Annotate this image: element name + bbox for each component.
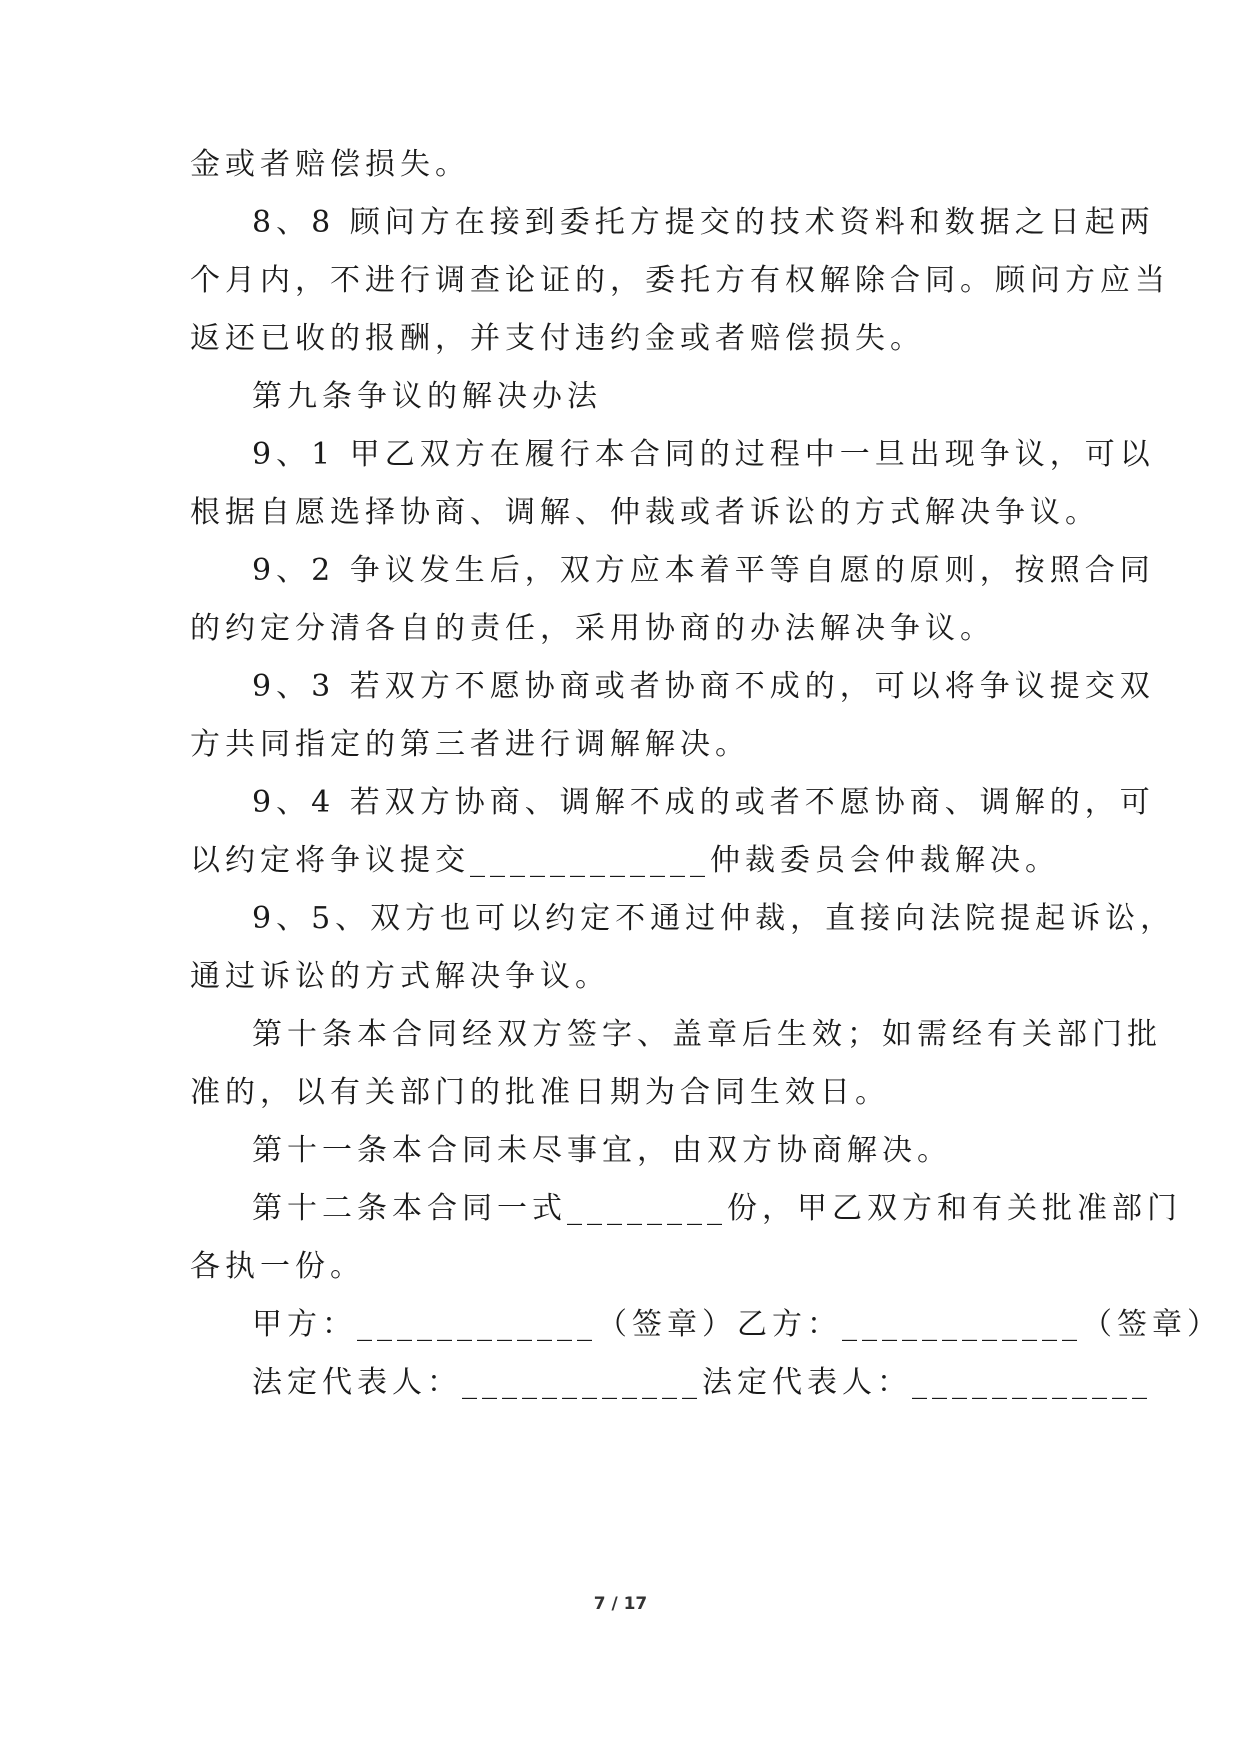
text-line-4: 返还已收的报酬，并支付违约金或者赔偿损失。 [190,321,925,356]
text-line-20: 各执一份。 [190,1249,365,1284]
text-line-11: 方共同指定的第三者进行调解解决。 [190,727,750,762]
text-line-8: 9、2 争议发生后，双方应本着平等自愿的原则，按照合同 [252,553,1155,588]
text-line-17: 准的，以有关部门的批准日期为合同生效日。 [190,1075,890,1110]
text-line-3: 个月内，不进行调查论证的，委托方有权解除合同。顾问方应当 [190,263,1170,298]
text-line-16: 第十条本合同经双方签字、盖章后生效；如需经有关部门批 [252,1017,1162,1052]
text-line-18: 第十一条本合同未尽事宜，由双方协商解决。 [252,1133,952,1168]
text-line-13: 以约定将争议提交____________仲裁委员会仲裁解决。 [190,843,1060,878]
text-line-7: 根据自愿选择协商、调解、仲裁或者诉讼的方式解决争议。 [190,495,1100,530]
text-line-12: 9、4 若双方协商、调解不成的或者不愿协商、调解的，可 [252,785,1155,820]
signature-line-parties: 甲方：____________（签章）乙方：____________（签章） [252,1307,1222,1342]
text-line-19: 第十二条本合同一式________份，甲乙双方和有关批准部门 [252,1191,1182,1226]
section-heading-article-9: 第九条争议的解决办法 [252,379,602,414]
text-line-10: 9、3 若双方不愿协商或者协商不成的，可以将争议提交双 [252,669,1155,704]
text-line-1: 金或者赔偿损失。 [190,147,470,182]
text-line-9: 的约定分清各自的责任，采用协商的办法解决争议。 [190,611,995,646]
text-line-15: 通过诉讼的方式解决争议。 [190,959,610,994]
text-line-14: 9、5、双方也可以约定不通过仲裁，直接向法院提起诉讼， [252,901,1176,936]
text-line-2: 8、8 顾问方在接到委托方提交的技术资料和数据之日起两 [252,205,1155,240]
page-number: 7 / 17 [593,1594,648,1614]
signature-line-representatives: 法定代表人：____________法定代表人：____________ [252,1365,1152,1400]
text-line-6: 9、1 甲乙双方在履行本合同的过程中一旦出现争议，可以 [252,437,1155,472]
